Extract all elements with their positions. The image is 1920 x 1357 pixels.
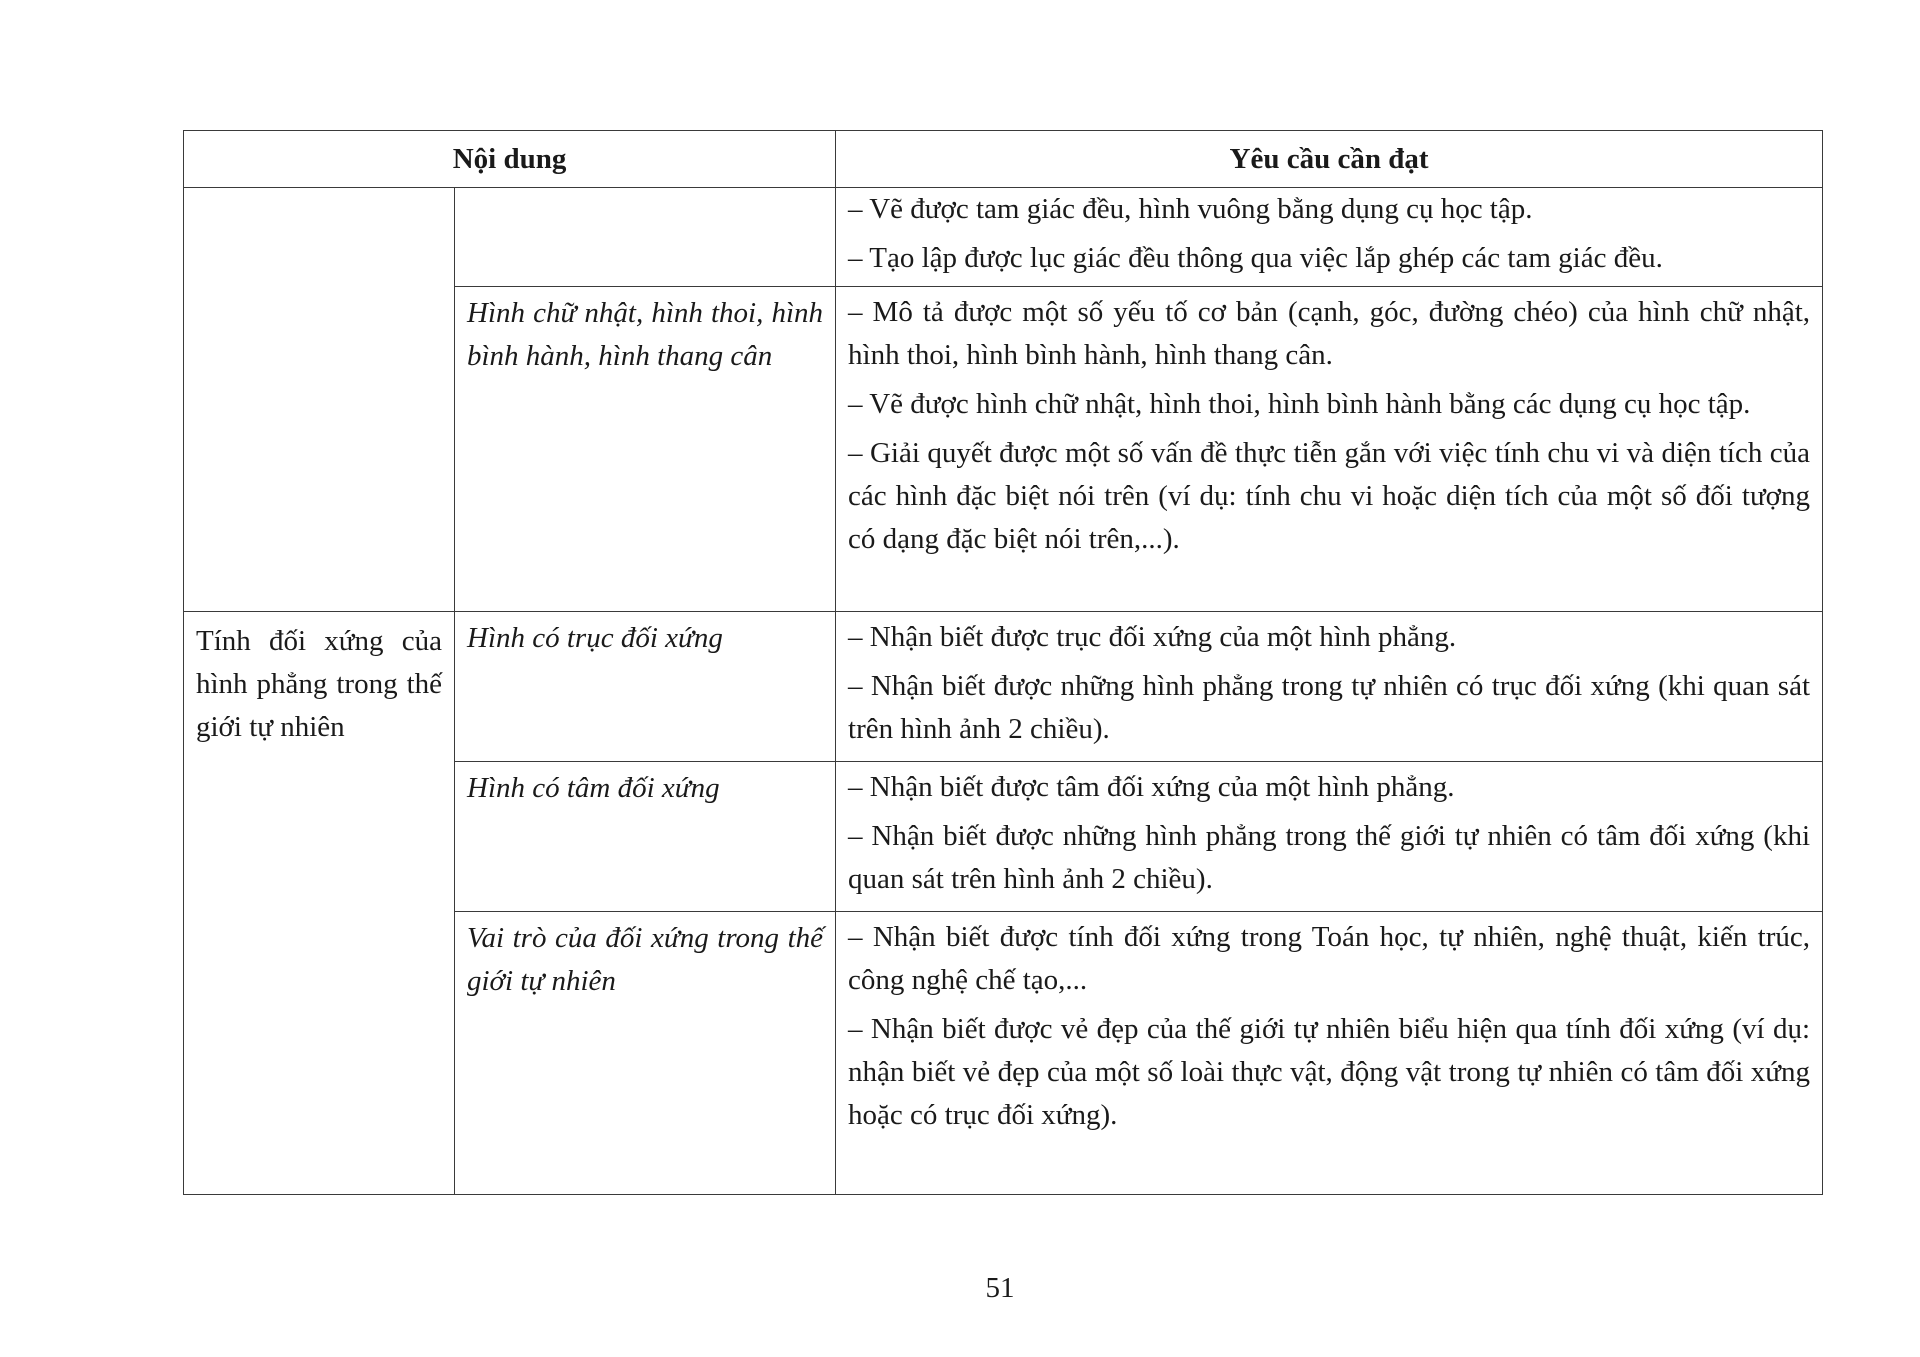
requirement-item: – Nhận biết được những hình phẳng trong tự nhiên có trục đối xứng (khi quan sát trên hình ảnh 2 chiều). (848, 670, 1811, 745)
requirement-item: – Mô tả được một số yếu tố cơ bản (cạnh, góc, đường chéo) của hình chữ nhật, hình thoi, hình bình hành, hình thang cân. (848, 296, 1811, 371)
requirements-cell (836, 612, 1823, 762)
content-cell: Hình chữ nhật, hình thoi, hình bình hành, hình thang cân (455, 287, 836, 612)
header-requirements: Yêu cầu cần đạt (836, 131, 1823, 188)
content-cell-empty (455, 188, 836, 287)
topic-cell-empty (184, 188, 455, 612)
requirement-item: – Nhận biết được trục đối xứng của một hình phẳng. (848, 621, 1457, 653)
content-cell: Hình có trục đối xứng (455, 612, 836, 762)
content-cell: Vai trò của đối xứng trong thế giới tự nhiên (455, 912, 836, 1195)
table-row (184, 188, 1823, 287)
page-number: 51 (985, 1272, 1015, 1304)
table-row (184, 612, 1823, 762)
header-content: Nội dung (184, 131, 836, 188)
requirement-item: – Giải quyết được một số vấn đề thực tiễn gắn với việc tính chu vi và diện tích của các hình đặc biệt nói trên (ví dụ: tính chu vi hoặc diện tích của một số đối tượng có dạng đặc biệt nói trên,...). (848, 437, 1811, 555)
requirements-cell (836, 188, 1823, 287)
requirements-cell (836, 287, 1823, 612)
requirements-cell (836, 762, 1823, 912)
requirement-item: – Tạo lập được lục giác đều thông qua việc lắp ghép các tam giác đều. (848, 242, 1663, 274)
requirement-item: – Vẽ được tam giác đều, hình vuông bằng dụng cụ học tập. (848, 193, 1533, 225)
table-header-row (184, 131, 1823, 188)
requirement-item: – Nhận biết được tâm đối xứng của một hình phẳng. (848, 771, 1455, 803)
topic-cell: Tính đối xứng của hình phẳng trong thế giới tự nhiên (184, 612, 455, 1195)
requirement-item: – Vẽ được hình chữ nhật, hình thoi, hình bình hành bằng các dụng cụ học tập. (848, 388, 1751, 420)
curriculum-table (183, 130, 1823, 1195)
requirement-item: – Nhận biết được vẻ đẹp của thế giới tự nhiên biểu hiện qua tính đối xứng (ví dụ: nhận biết vẻ đẹp của một số loài thực vật, động vật trong tự nhiên có tâm đối xứng hoặc có trục đối xứng). (848, 1013, 1811, 1131)
requirement-item: – Nhận biết được những hình phẳng trong thế giới tự nhiên có tâm đối xứng (khi quan sát trên hình ảnh 2 chiều). (848, 820, 1811, 895)
content-cell: Hình có tâm đối xứng (455, 762, 836, 912)
requirements-cell (836, 912, 1823, 1195)
requirement-item: – Nhận biết được tính đối xứng trong Toán học, tự nhiên, nghệ thuật, kiến trúc, công nghệ chế tạo,... (848, 921, 1811, 996)
